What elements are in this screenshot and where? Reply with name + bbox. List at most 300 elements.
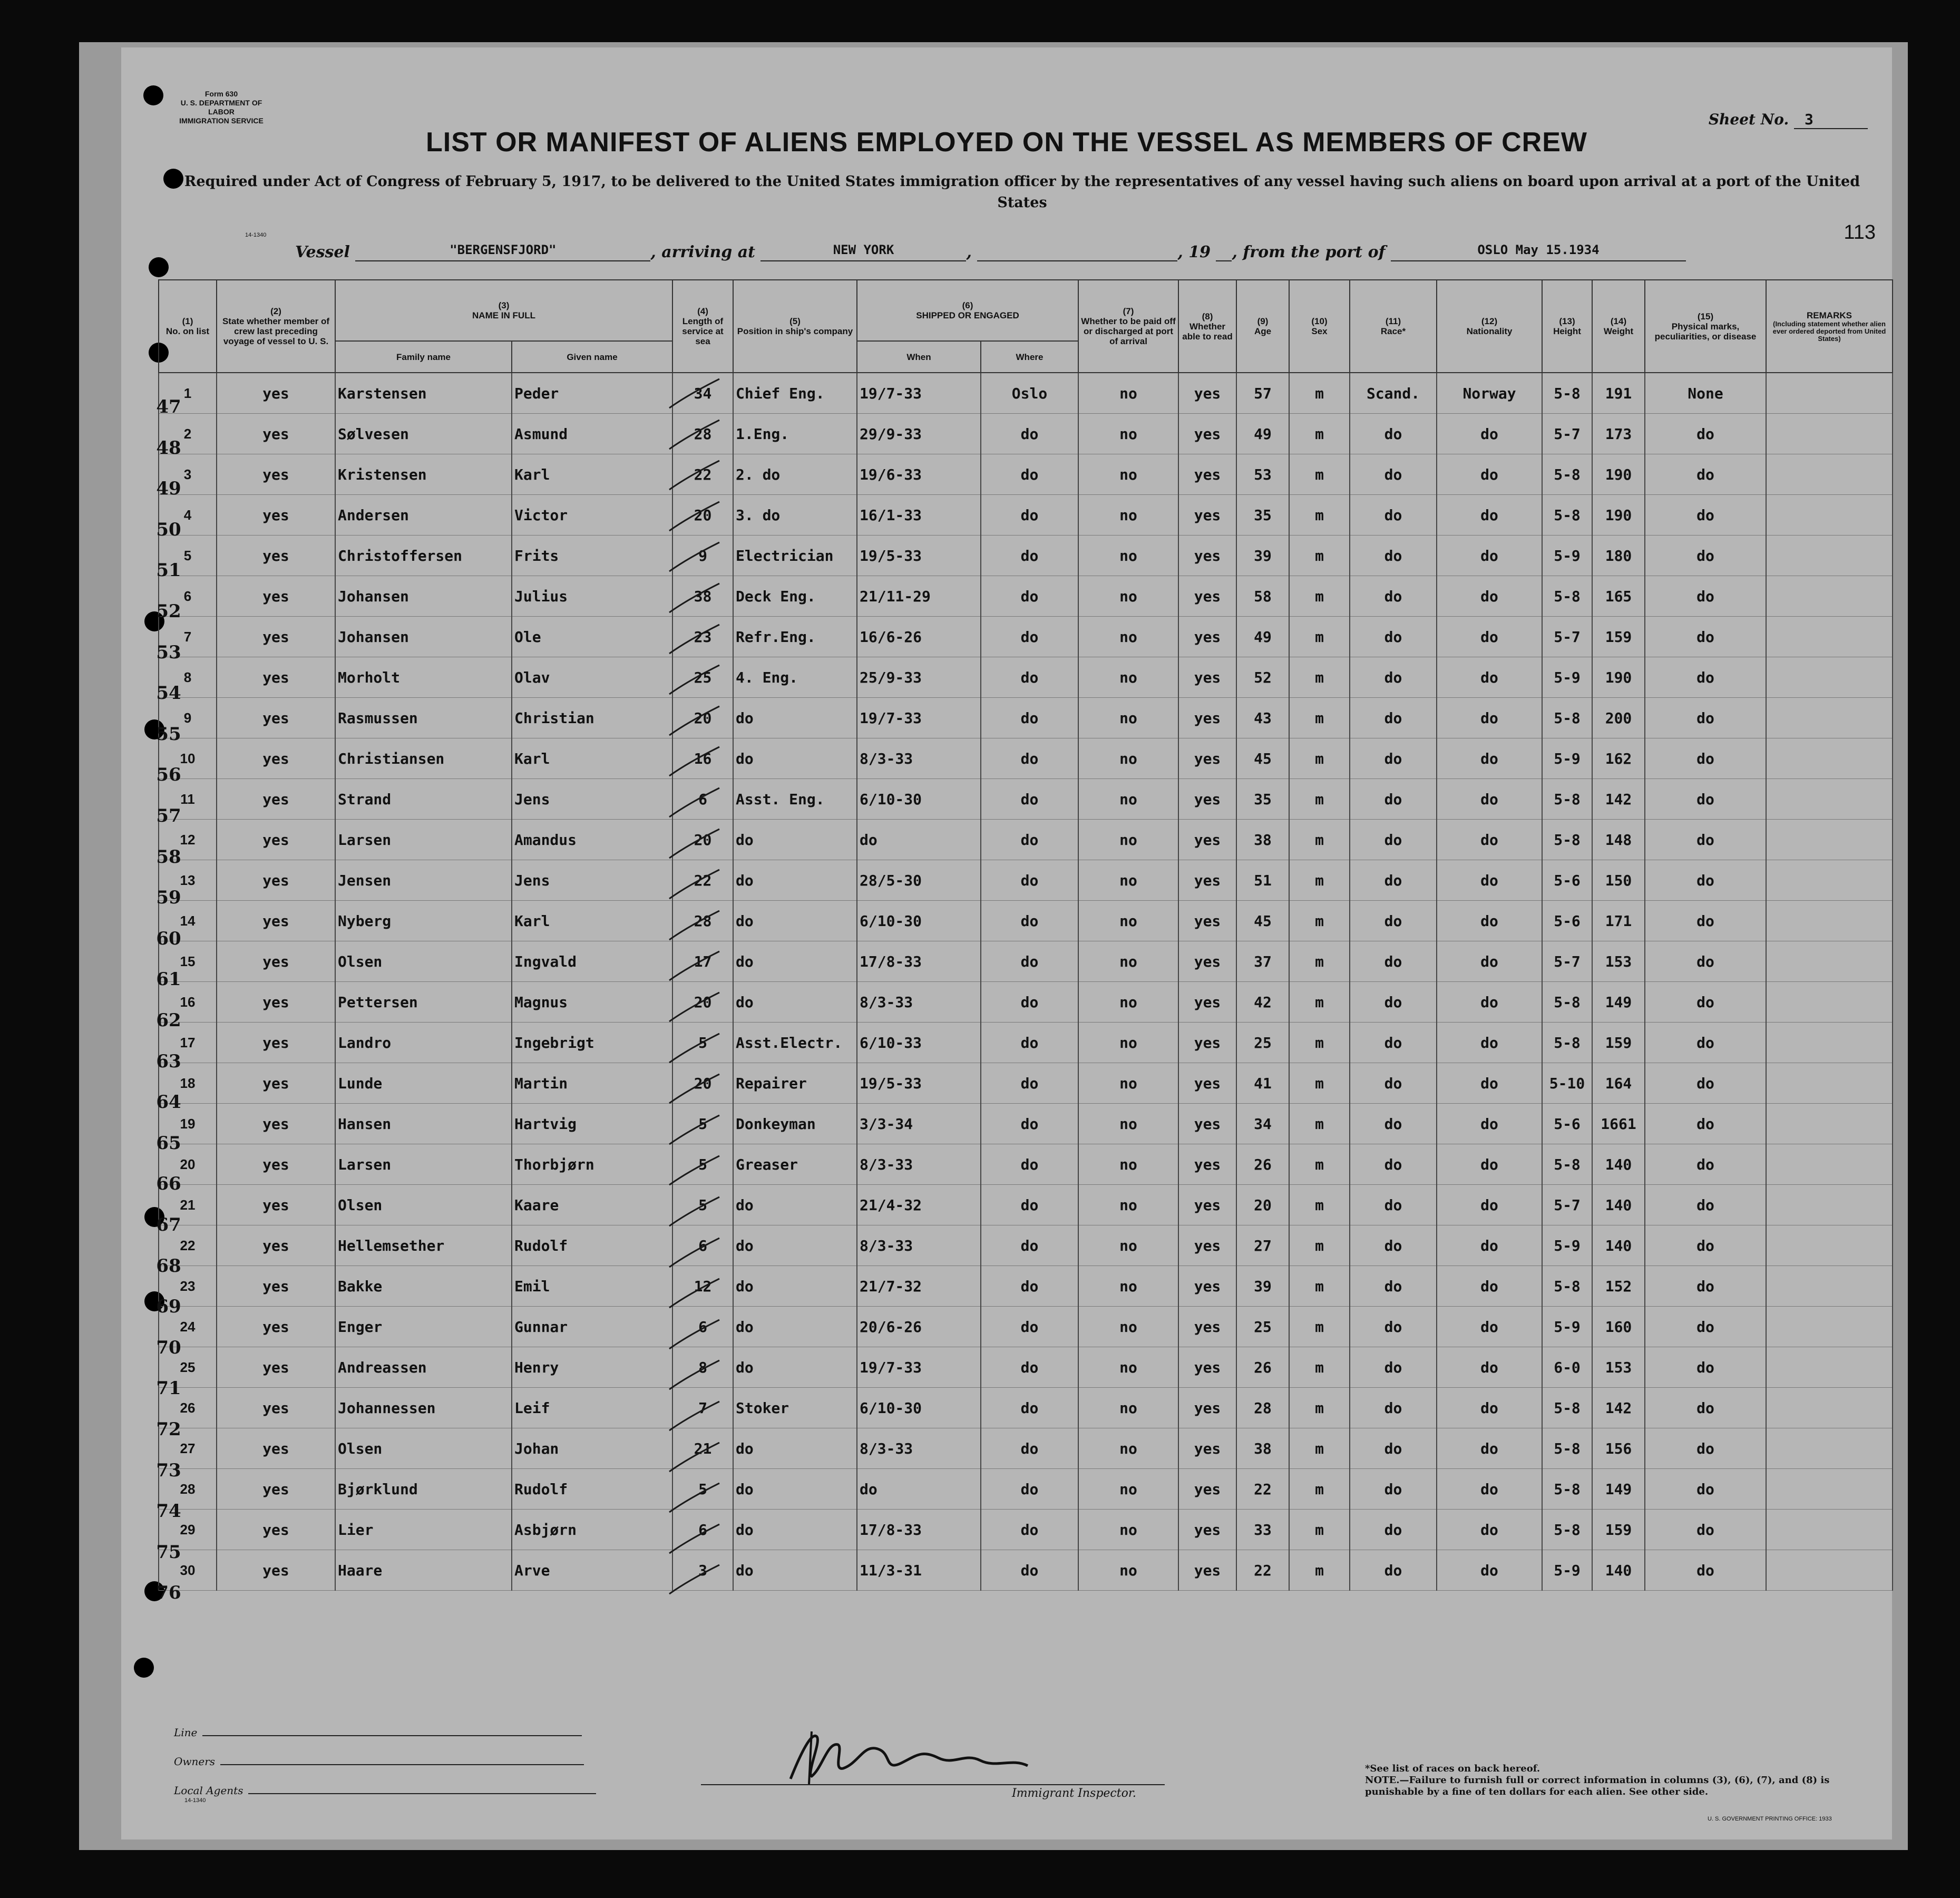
given-name-cell: Kaare (512, 1185, 672, 1225)
row-number-cell: 19 (159, 1104, 217, 1144)
age-cell: 58 (1236, 576, 1289, 617)
sex-cell: m (1289, 495, 1350, 536)
shipped-where-cell: do (981, 536, 1078, 576)
nationality-cell: do (1437, 1144, 1542, 1185)
handwritten-row-number: 58 (156, 846, 181, 868)
col-label: Length of service at sea (682, 316, 724, 346)
weight-cell: 1661 (1592, 1104, 1645, 1144)
age-cell: 35 (1236, 495, 1289, 536)
paid-off-cell: no (1078, 536, 1178, 576)
check-mark (667, 458, 725, 495)
able-to-read-cell: yes (1178, 1469, 1236, 1510)
age-cell: 38 (1236, 1428, 1289, 1469)
weight-cell: 140 (1592, 1550, 1645, 1591)
check-mark (667, 1317, 725, 1354)
shipped-when-cell: 21/7-32 (857, 1266, 981, 1307)
service-length-cell: 6 (672, 779, 733, 820)
handwritten-row-number: 54 (156, 683, 181, 704)
row-number-cell: 24 (159, 1307, 217, 1347)
check-mark (667, 908, 725, 945)
given-name-cell: Amandus (512, 820, 672, 860)
age-cell: 22 (1236, 1550, 1289, 1591)
position-cell: Donkeyman (733, 1104, 857, 1144)
given-name-cell: Karl (512, 454, 672, 495)
sex-cell: m (1289, 820, 1350, 860)
handwritten-row-number: 75 (156, 1541, 181, 1563)
col-label: Age (1254, 326, 1272, 336)
previous-voyage-cell: yes (217, 779, 335, 820)
previous-voyage-cell: yes (217, 1428, 335, 1469)
physical-marks-cell: do (1645, 1307, 1766, 1347)
sex-cell: m (1289, 1469, 1350, 1510)
physical-marks-cell: do (1645, 901, 1766, 941)
check-mark (667, 1358, 725, 1395)
position-cell: do (733, 1510, 857, 1550)
remarks-cell (1766, 1347, 1893, 1388)
col-index: (13) (1559, 316, 1575, 326)
check-mark (667, 663, 725, 699)
race-cell: do (1350, 1144, 1437, 1185)
service-length-cell: 28 (672, 414, 733, 454)
weight-cell: 150 (1592, 860, 1645, 901)
weight-cell: 190 (1592, 657, 1645, 698)
shipped-when-cell: 8/3-33 (857, 1144, 981, 1185)
height-cell: 5-9 (1542, 1225, 1592, 1266)
nationality-cell: do (1437, 698, 1542, 738)
table-row (159, 495, 1893, 536)
paid-off-cell: no (1078, 1388, 1178, 1428)
position-cell: Asst. Eng. (733, 779, 857, 820)
paid-off-cell: no (1078, 617, 1178, 657)
family-name-cell: Larsen (335, 820, 512, 860)
shipped-where-cell: do (981, 495, 1078, 536)
sex-cell: m (1289, 1428, 1350, 1469)
previous-voyage-cell: yes (217, 1266, 335, 1307)
able-to-read-cell: yes (1178, 1225, 1236, 1266)
family-name-cell: Lier (335, 1510, 512, 1550)
nationality-cell: do (1437, 982, 1542, 1023)
col-label: Sex (1311, 326, 1328, 336)
family-name-cell: Nyberg (335, 901, 512, 941)
age-cell: 20 (1236, 1185, 1289, 1225)
physical-marks-cell: do (1645, 738, 1766, 779)
height-cell: 5-7 (1542, 414, 1592, 454)
punch-hole (149, 257, 169, 277)
previous-voyage-cell: yes (217, 536, 335, 576)
nationality-cell: do (1437, 738, 1542, 779)
weight-cell: 152 (1592, 1266, 1645, 1307)
remarks-cell (1766, 536, 1893, 576)
col-index: (9) (1257, 316, 1269, 326)
handwritten-row-number: 56 (156, 764, 181, 786)
col-label: State whether member of crew last preceding voyage of vessel to U. S. (222, 316, 330, 346)
position-cell: do (733, 1469, 857, 1510)
able-to-read-cell: yes (1178, 1550, 1236, 1591)
physical-marks-cell: do (1645, 1347, 1766, 1388)
able-to-read-cell: yes (1178, 860, 1236, 901)
service-length-cell: 3 (672, 1550, 733, 1591)
arriving-label: , arriving at (650, 243, 756, 261)
physical-marks-cell: do (1645, 536, 1766, 576)
shipped-where-cell: do (981, 617, 1078, 657)
check-mark (667, 499, 725, 536)
weight-cell: 140 (1592, 1144, 1645, 1185)
form-department: U. S. DEPARTMENT OF LABOR (180, 99, 262, 116)
col-header-position (733, 280, 857, 373)
col-header-previous-voyage (217, 280, 335, 373)
sex-cell: m (1289, 1144, 1350, 1185)
agents-field (174, 1784, 596, 1797)
sex-cell: m (1289, 1347, 1350, 1388)
family-name-cell: Andreassen (335, 1347, 512, 1388)
paid-off-cell: no (1078, 1510, 1178, 1550)
col-index: (10) (1311, 316, 1328, 326)
remarks-cell (1766, 1388, 1893, 1428)
position-cell: do (733, 1550, 857, 1591)
nationality-cell: do (1437, 1428, 1542, 1469)
paid-off-cell: no (1078, 779, 1178, 820)
nationality-cell: do (1437, 576, 1542, 617)
family-name-cell: Johannessen (335, 1388, 512, 1428)
position-cell: 2. do (733, 454, 857, 495)
handwritten-row-number: 68 (156, 1255, 181, 1277)
paid-off-cell: no (1078, 495, 1178, 536)
height-cell: 5-8 (1542, 1266, 1592, 1307)
sex-cell: m (1289, 1063, 1350, 1104)
physical-marks-cell: do (1645, 982, 1766, 1023)
service-length-cell: 7 (672, 1388, 733, 1428)
shipped-when-cell: 8/3-33 (857, 738, 981, 779)
weight-cell: 171 (1592, 901, 1645, 941)
shipped-when-cell: 25/9-33 (857, 657, 981, 698)
physical-marks-cell: do (1645, 1469, 1766, 1510)
nationality-cell: do (1437, 1347, 1542, 1388)
sex-cell: m (1289, 657, 1350, 698)
row-number-cell: 16 (159, 982, 217, 1023)
check-mark (667, 1031, 725, 1068)
remarks-cell (1766, 454, 1893, 495)
col-label: Nationality (1466, 326, 1513, 336)
weight-cell: 162 (1592, 738, 1645, 779)
position-cell: do (733, 1185, 857, 1225)
weight-cell: 165 (1592, 576, 1645, 617)
check-mark (667, 417, 725, 454)
physical-marks-cell: do (1645, 454, 1766, 495)
paid-off-cell: no (1078, 982, 1178, 1023)
year-label: , 19 (1177, 243, 1211, 261)
physical-marks-cell: do (1645, 414, 1766, 454)
check-mark (667, 622, 725, 659)
row-number-cell: 27 (159, 1428, 217, 1469)
physical-marks-cell: do (1645, 698, 1766, 738)
previous-voyage-cell: yes (217, 495, 335, 536)
previous-voyage-cell: yes (217, 1023, 335, 1063)
col-header-where: Where (981, 341, 1078, 373)
given-name-cell: Emil (512, 1266, 672, 1307)
family-name-cell: Enger (335, 1307, 512, 1347)
given-name-cell: Thorbjørn (512, 1144, 672, 1185)
previous-voyage-cell: yes (217, 617, 335, 657)
col-index: (1) (182, 316, 193, 326)
paid-off-cell: no (1078, 1185, 1178, 1225)
height-cell: 5-8 (1542, 576, 1592, 617)
shipped-when-cell: 16/1-33 (857, 495, 981, 536)
service-length-cell: 5 (672, 1469, 733, 1510)
service-length-cell: 5 (672, 1185, 733, 1225)
document-title: LIST OR MANIFEST OF ALIENS EMPLOYED ON THE VESSEL AS MEMBERS OF CREW (426, 127, 1587, 158)
able-to-read-cell: yes (1178, 1063, 1236, 1104)
paid-off-cell: no (1078, 738, 1178, 779)
able-to-read-cell: yes (1178, 1307, 1236, 1347)
weight-cell: 159 (1592, 1510, 1645, 1550)
height-cell: 5-8 (1542, 982, 1592, 1023)
table-row (159, 698, 1893, 738)
sex-cell: m (1289, 1225, 1350, 1266)
remarks-cell (1766, 1063, 1893, 1104)
shipped-when-cell: 11/3-31 (857, 1550, 981, 1591)
inspector-label: Immigrant Inspector. (1012, 1787, 1136, 1800)
owners-field (174, 1755, 584, 1768)
family-name-cell: Hellemsether (335, 1225, 512, 1266)
previous-voyage-cell: yes (217, 1225, 335, 1266)
handwritten-row-number: 53 (156, 641, 181, 663)
table-row (159, 1023, 1893, 1063)
handwritten-row-number: 73 (156, 1459, 181, 1481)
service-length-cell: 23 (672, 617, 733, 657)
given-name-cell: Johan (512, 1428, 672, 1469)
given-name-cell: Victor (512, 495, 672, 536)
race-cell: do (1350, 1104, 1437, 1144)
arrival-date (977, 242, 1177, 261)
row-number-cell: 30 (159, 1550, 217, 1591)
service-length-cell: 25 (672, 657, 733, 698)
table-row (159, 1063, 1893, 1104)
from-port-label: , from the port of (1232, 243, 1386, 261)
shipped-where-cell: do (981, 738, 1078, 779)
sex-cell: m (1289, 1510, 1350, 1550)
race-cell: do (1350, 738, 1437, 779)
remarks-cell (1766, 1266, 1893, 1307)
remarks-cell (1766, 1510, 1893, 1550)
service-length-cell: 22 (672, 860, 733, 901)
able-to-read-cell: yes (1178, 414, 1236, 454)
sex-cell: m (1289, 414, 1350, 454)
nationality-cell: Norway (1437, 373, 1542, 414)
family-name-cell: Landro (335, 1023, 512, 1063)
service-length-cell: 5 (672, 1104, 733, 1144)
age-cell: 49 (1236, 414, 1289, 454)
sex-cell: m (1289, 1307, 1350, 1347)
race-cell: Scand. (1350, 373, 1437, 414)
col-label: NAME IN FULL (472, 310, 535, 320)
position-cell: do (733, 1347, 857, 1388)
table-row (159, 657, 1893, 698)
col-header-given-name: Given name (512, 341, 672, 373)
row-number-cell: 8 (159, 657, 217, 698)
check-mark (667, 1562, 725, 1599)
col-label: Whether able to read (1182, 321, 1233, 342)
check-mark (667, 581, 725, 618)
weight-cell: 190 (1592, 454, 1645, 495)
position-cell: do (733, 698, 857, 738)
handwritten-row-number: 66 (156, 1173, 181, 1195)
check-mark (667, 1235, 725, 1272)
family-name-cell: Kristensen (335, 454, 512, 495)
service-length-cell: 6 (672, 1510, 733, 1550)
sex-cell: m (1289, 1023, 1350, 1063)
row-number-cell: 9 (159, 698, 217, 738)
table-row (159, 1469, 1893, 1510)
table-row (159, 1347, 1893, 1388)
manifest-rows (159, 373, 1893, 1591)
table-row (159, 373, 1893, 414)
agents-label: Local Agents (174, 1784, 243, 1797)
previous-voyage-cell: yes (217, 982, 335, 1023)
handwritten-row-number: 67 (156, 1214, 181, 1235)
previous-voyage-cell: yes (217, 1347, 335, 1388)
remarks-cell (1766, 779, 1893, 820)
sex-cell: m (1289, 982, 1350, 1023)
physical-marks-cell: do (1645, 1144, 1766, 1185)
col-index: (14) (1610, 316, 1627, 326)
position-cell: do (733, 820, 857, 860)
line-field (174, 1726, 582, 1739)
position-cell: Repairer (733, 1063, 857, 1104)
previous-voyage-cell: yes (217, 576, 335, 617)
handwritten-row-number: 69 (156, 1296, 181, 1318)
weight-cell: 180 (1592, 536, 1645, 576)
row-number-cell: 3 (159, 454, 217, 495)
service-length-cell: 38 (672, 576, 733, 617)
able-to-read-cell: yes (1178, 1428, 1236, 1469)
penalty-note: NOTE.—Failure to furnish full or correct information in columns (3), (6), (7), and (8) is punishable by a fine of ten dollars for each alien. See other side. (1365, 1775, 1830, 1797)
handwritten-row-number: 51 (156, 560, 181, 581)
age-cell: 28 (1236, 1388, 1289, 1428)
weight-cell: 164 (1592, 1063, 1645, 1104)
handwritten-row-number: 50 (156, 519, 181, 540)
shipped-when-cell: 6/10-30 (857, 1388, 981, 1428)
row-number-cell: 14 (159, 901, 217, 941)
check-mark (667, 1276, 725, 1313)
col-header-age (1236, 280, 1289, 373)
race-cell: do (1350, 657, 1437, 698)
shipped-when-cell: 19/5-33 (857, 1063, 981, 1104)
table-row (159, 901, 1893, 941)
position-cell: do (733, 738, 857, 779)
race-cell: do (1350, 576, 1437, 617)
col-index: (6) (962, 300, 973, 310)
row-number-cell: 7 (159, 617, 217, 657)
page-number: 113 (1844, 221, 1876, 244)
row-number-cell: 26 (159, 1388, 217, 1428)
weight-cell: 142 (1592, 1388, 1645, 1428)
col-label: REMARKS (1807, 310, 1852, 320)
service-length-cell: 16 (672, 738, 733, 779)
nationality-cell: do (1437, 1510, 1542, 1550)
able-to-read-cell: yes (1178, 1185, 1236, 1225)
table-row (159, 1144, 1893, 1185)
shipped-when-cell: 17/8-33 (857, 1510, 981, 1550)
service-length-cell: 12 (672, 1266, 733, 1307)
handwritten-row-number: 48 (156, 437, 181, 459)
paid-off-cell: no (1078, 454, 1178, 495)
printer-imprint: U. S. GOVERNMENT PRINTING OFFICE: 1933 (1708, 1816, 1832, 1822)
remarks-cell (1766, 1428, 1893, 1469)
race-cell: do (1350, 1469, 1437, 1510)
remarks-cell (1766, 1469, 1893, 1510)
col-header-name (335, 280, 672, 341)
able-to-read-cell: yes (1178, 1144, 1236, 1185)
nationality-cell: do (1437, 1023, 1542, 1063)
table-row (159, 414, 1893, 454)
paid-off-cell: no (1078, 414, 1178, 454)
table-row (159, 738, 1893, 779)
inspector-signature (780, 1721, 1054, 1789)
row-number-cell: 4 (159, 495, 217, 536)
service-length-cell: 20 (672, 820, 733, 860)
handwritten-row-number: 47 (156, 396, 181, 417)
previous-voyage-cell: yes (217, 1185, 335, 1225)
previous-voyage-cell: yes (217, 941, 335, 982)
service-length-cell: 20 (672, 982, 733, 1023)
remarks-cell (1766, 495, 1893, 536)
age-cell: 39 (1236, 1266, 1289, 1307)
position-cell: Deck Eng. (733, 576, 857, 617)
shipped-when-cell: 19/6-33 (857, 454, 981, 495)
paid-off-cell: no (1078, 901, 1178, 941)
sex-cell: m (1289, 373, 1350, 414)
family-name-cell: Bakke (335, 1266, 512, 1307)
row-number-cell: 1 (159, 373, 217, 414)
height-cell: 5-7 (1542, 1185, 1592, 1225)
col-label: Race* (1380, 326, 1406, 336)
shipped-when-cell: do (857, 1469, 981, 1510)
given-name-cell: Jens (512, 860, 672, 901)
able-to-read-cell: yes (1178, 1510, 1236, 1550)
handwritten-row-number: 59 (156, 887, 181, 909)
table-row (159, 617, 1893, 657)
nationality-cell: do (1437, 820, 1542, 860)
race-cell: do (1350, 820, 1437, 860)
previous-voyage-cell: yes (217, 1144, 335, 1185)
given-name-cell: Karl (512, 901, 672, 941)
previous-voyage-cell: yes (217, 1510, 335, 1550)
row-number-cell: 28 (159, 1469, 217, 1510)
service-length-cell: 28 (672, 901, 733, 941)
shipped-where-cell: do (981, 1023, 1078, 1063)
shipped-when-cell: do (857, 820, 981, 860)
arriving-port: NEW YORK (760, 242, 966, 261)
given-name-cell: Karl (512, 738, 672, 779)
height-cell: 5-9 (1542, 1307, 1592, 1347)
position-cell: Chief Eng. (733, 373, 857, 414)
family-name-cell: Christoffersen (335, 536, 512, 576)
col-header-when: When (857, 341, 981, 373)
race-cell: do (1350, 414, 1437, 454)
shipped-where-cell: do (981, 657, 1078, 698)
handwritten-row-number: 52 (156, 601, 181, 622)
nationality-cell: do (1437, 1307, 1542, 1347)
family-name-cell: Olsen (335, 1428, 512, 1469)
able-to-read-cell: yes (1178, 941, 1236, 982)
age-cell: 49 (1236, 617, 1289, 657)
check-mark (667, 1440, 725, 1477)
position-cell: do (733, 982, 857, 1023)
col-header-service (672, 280, 733, 373)
row-number-cell: 18 (159, 1063, 217, 1104)
table-row (159, 1225, 1893, 1266)
height-cell: 6-0 (1542, 1347, 1592, 1388)
